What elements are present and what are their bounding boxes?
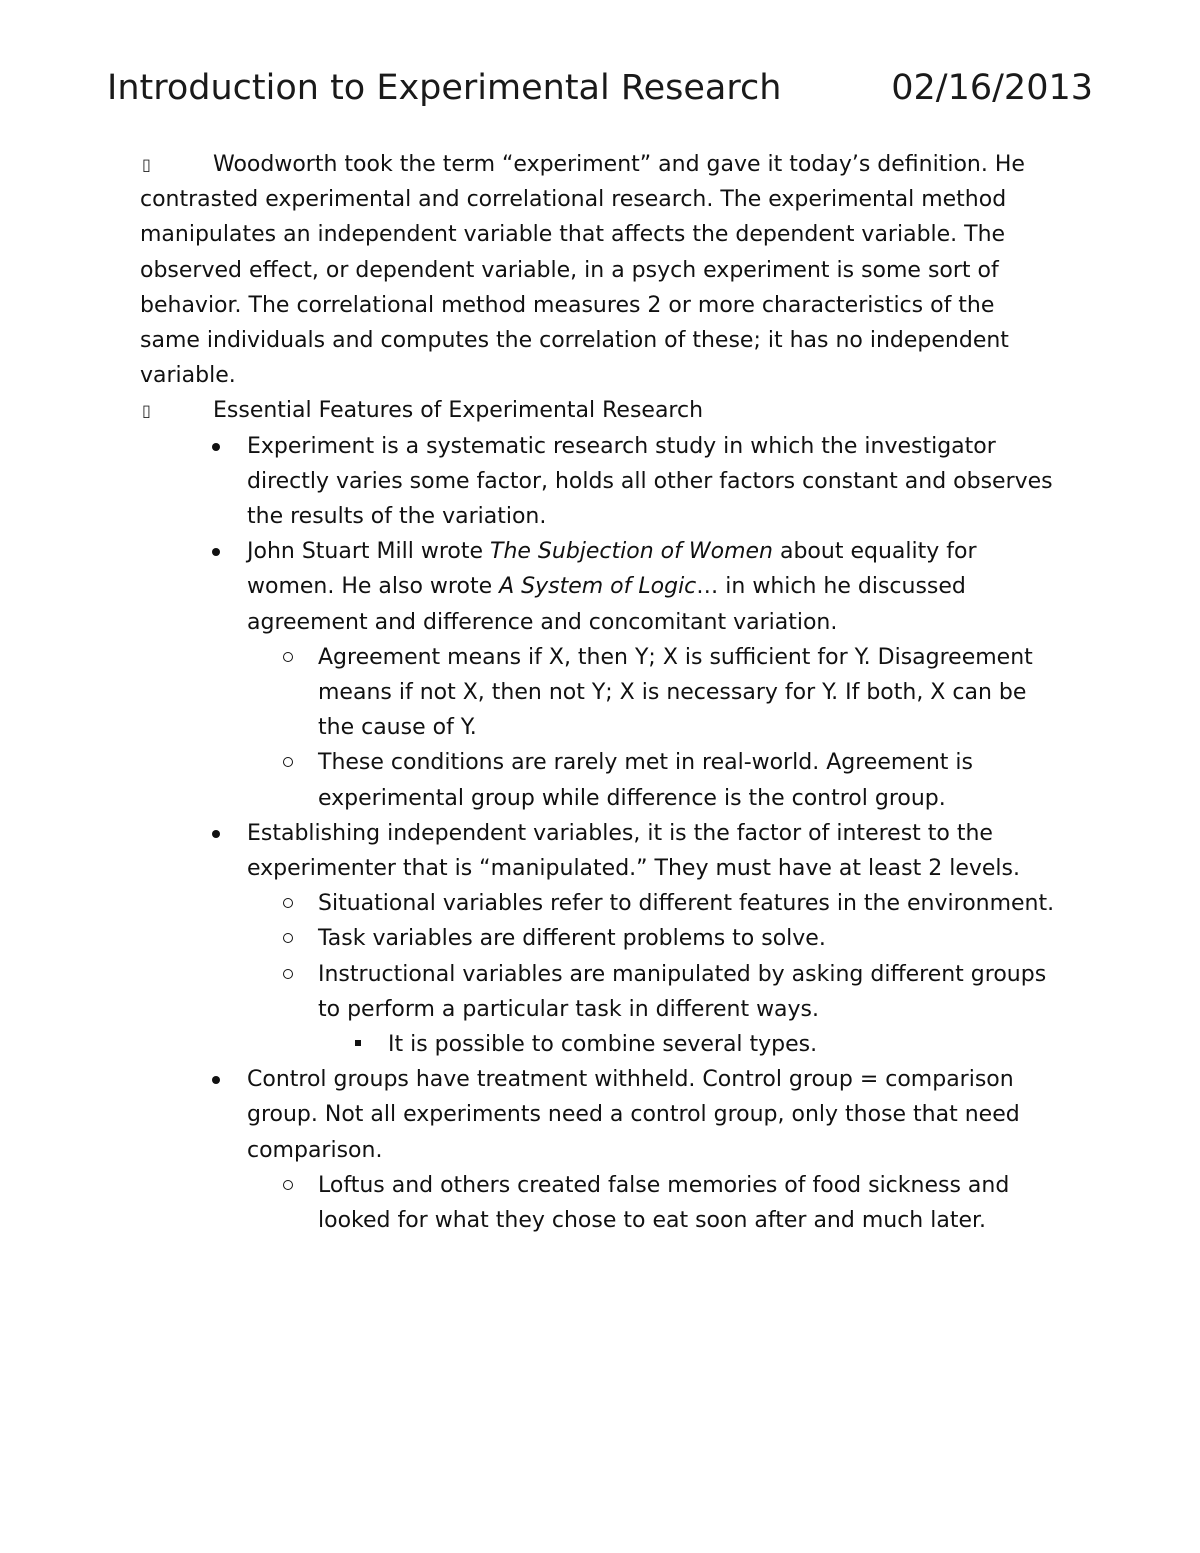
list-item <box>140 921 1060 956</box>
notes-body <box>140 147 1060 1238</box>
feature-list <box>140 429 1060 1239</box>
list-item-text: Situational variables refer to different features in the environment. <box>318 891 1055 917</box>
list-item <box>140 534 1060 640</box>
hollow-bullet-icon <box>283 933 293 943</box>
list-item <box>140 745 1060 815</box>
list-item-text: John Stuart Mill wrote The Subjection of Women about equality for women. He also wrote A System of Logic… in which he discussed agreement and difference and concomitant variation. <box>247 539 977 635</box>
intro-text: Woodworth took the term “experiment” and gave it today’s definition. He contrasted experimental and correlational research. The experimental method manipulates an independent variable that affects the dependent variable. The observed effect, or dependent variable, in a psych experiment is some sort of behavior. The correlational method measures 2 or more characteristics of the same individuals and computes the correlation of these; it has no independent variable. <box>140 152 1025 389</box>
list-item-text: Establishing independent variables, it is the factor of interest to the experimenter that is “manipulated.” They must have at least 2 levels. <box>247 820 1020 882</box>
list-item-text: Experiment is a systematic research study in which the investigator directly varies some factor, holds all other factors constant and observes the results of the variation. <box>247 433 1053 530</box>
list-item <box>140 1062 1060 1168</box>
section-heading <box>140 393 1060 428</box>
intro-paragraph <box>140 147 1060 393</box>
list-item <box>140 1027 1060 1062</box>
list-item-text: Agreement means if X, then Y; X is sufficient for Y. Disagreement means if not X, then not Y; X is necessary for Y. If both, X can be the cause of Y. <box>318 644 1033 741</box>
list-item-text: These conditions are rarely met in real-world. Agreement is experimental group while difference is the control group. <box>318 750 973 811</box>
list-item-text: It is possible to combine several types. <box>388 1032 818 1058</box>
page-header <box>107 68 1093 124</box>
hollow-bullet-icon <box>283 1180 293 1190</box>
book-title: The Subjection of Women <box>490 539 773 565</box>
hollow-bullet-icon <box>283 969 293 979</box>
list-item <box>140 816 1060 886</box>
book-title: A System of Logic <box>499 574 697 600</box>
hollow-bullet-icon <box>283 652 293 662</box>
list-item <box>140 429 1060 535</box>
list-item <box>140 640 1060 746</box>
hollow-bullet-icon <box>283 898 293 908</box>
missing-glyph-icon: ▯ <box>142 155 151 174</box>
bullet-icon <box>212 1076 220 1084</box>
list-item-text: Control groups have treatment withheld. Control group = comparison group. Not all experiments need a control group, only those that need comparison. <box>247 1067 1020 1163</box>
section-heading-text: Essential Features of Experimental Research <box>213 398 704 424</box>
bullet-icon <box>212 443 220 451</box>
hollow-bullet-icon <box>283 757 293 767</box>
page-date: 02/16/2013 <box>891 68 1093 108</box>
bullet-icon <box>212 548 220 556</box>
list-item <box>140 886 1060 921</box>
list-item-text: Loftus and others created false memories of food sickness and looked for what they chose to eat soon after and much later. <box>318 1172 1010 1234</box>
page-title: Introduction to Experimental Research <box>107 68 782 108</box>
list-item <box>140 957 1060 1027</box>
square-bullet-icon <box>355 1040 361 1046</box>
list-item-text: Instructional variables are manipulated by asking different groups to perform a particular task in different ways. <box>318 961 1047 1022</box>
bullet-icon <box>212 830 220 838</box>
list-item <box>140 1168 1060 1238</box>
missing-glyph-icon: ▯ <box>142 401 151 421</box>
list-item-text: Task variables are different problems to solve. <box>318 926 826 952</box>
